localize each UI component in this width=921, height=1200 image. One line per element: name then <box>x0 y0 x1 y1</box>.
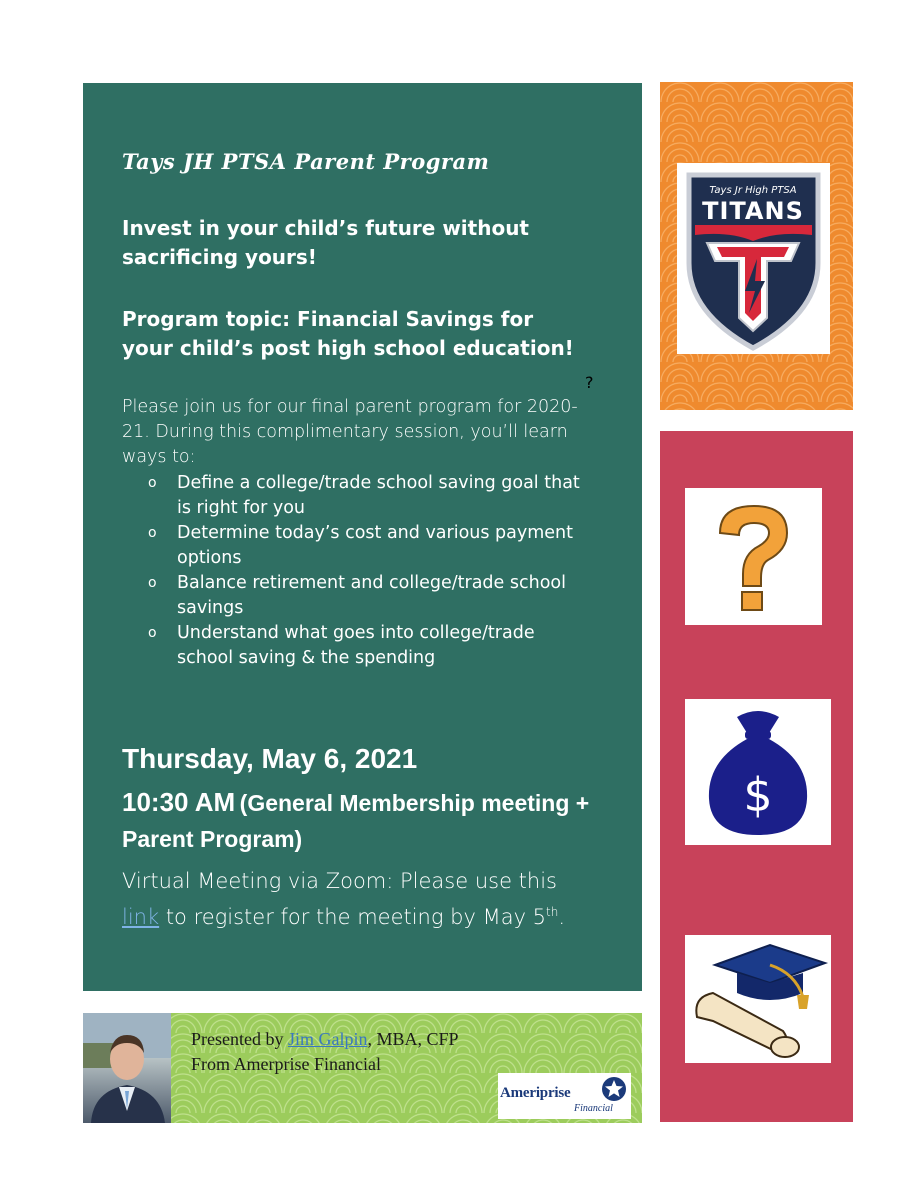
register-link[interactable]: link <box>122 905 160 929</box>
dollar-sign: $ <box>743 768 773 822</box>
event-time-block <box>122 786 602 859</box>
bullet-text: Define a college/trade school saving goal that is right for you <box>177 473 580 518</box>
bullet-text: Determine today’s cost and various payment options <box>177 523 574 568</box>
list-item <box>122 571 592 621</box>
money-bag-card <box>685 699 831 845</box>
ameriprise-star-icon <box>601 1076 627 1106</box>
event-date: Thursday, May 6, 2021 <box>122 743 418 774</box>
ameriprise-logo-name: Ameriprise <box>500 1085 571 1101</box>
program-panel <box>83 83 642 991</box>
virtual-text-end: to register for the meeting by May 5 <box>159 905 547 929</box>
presenter-avatar <box>83 1013 171 1123</box>
logo-top-text: Tays Jr High PTSA <box>709 185 797 196</box>
presenter-banner <box>83 1013 642 1123</box>
presenter-company: From Amerprise Financial <box>191 1054 381 1074</box>
logo-team-text: TITANS <box>702 197 804 225</box>
money-bag-icon <box>685 699 831 845</box>
program-title: Tays JH PTSA Parent Program <box>122 149 490 174</box>
list-item <box>122 471 592 521</box>
event-time: 10:30 AM <box>122 787 236 817</box>
headline-topic: Program topic: Financial Savings for your child’s post high school education! <box>122 307 574 360</box>
virtual-meeting-text <box>122 866 592 933</box>
titans-shield-icon <box>677 163 830 354</box>
bullet-marker: o <box>148 625 157 641</box>
presenter-text <box>191 1027 631 1077</box>
question-mark-icon <box>585 373 822 625</box>
intro-text: Please join us for our final parent program for 2020-21. During this complimentary session, you’ll learn ways to: <box>122 397 578 467</box>
learning-list <box>122 471 592 671</box>
list-item <box>122 621 592 671</box>
headline-invest: Invest in your child’s future without sacrificing yours! <box>122 216 529 269</box>
bullet-text: Balance retirement and college/trade school savings <box>177 573 566 618</box>
titans-logo <box>677 163 830 354</box>
ameriprise-logo <box>498 1073 631 1119</box>
ordinal-suffix: th <box>546 905 559 919</box>
virtual-text-period: . <box>558 905 566 929</box>
presented-by-label: Presented by <box>191 1029 288 1049</box>
graduation-card <box>685 935 831 1063</box>
bullet-marker: o <box>148 525 157 541</box>
bullet-marker: o <box>148 575 157 591</box>
graduation-cap-diploma-icon <box>685 935 831 1063</box>
bullet-text: Understand what goes into college/trade school saving & the spending <box>177 623 535 668</box>
bullet-marker: o <box>148 475 157 491</box>
virtual-text-start: Virtual Meeting via Zoom: Please use this <box>122 869 557 893</box>
presenter-name-link[interactable]: Jim Galpin <box>287 1029 368 1049</box>
event-time-note: (General Membership meeting + Parent Program) <box>122 790 590 852</box>
question-card <box>585 373 822 625</box>
list-item <box>122 521 592 571</box>
question-mark-glyph: ? <box>585 373 594 392</box>
presenter-credentials: , MBA, CFP <box>367 1029 459 1049</box>
presenter-photo <box>83 1013 171 1123</box>
ameriprise-logo-sub: Financial <box>574 1103 613 1114</box>
